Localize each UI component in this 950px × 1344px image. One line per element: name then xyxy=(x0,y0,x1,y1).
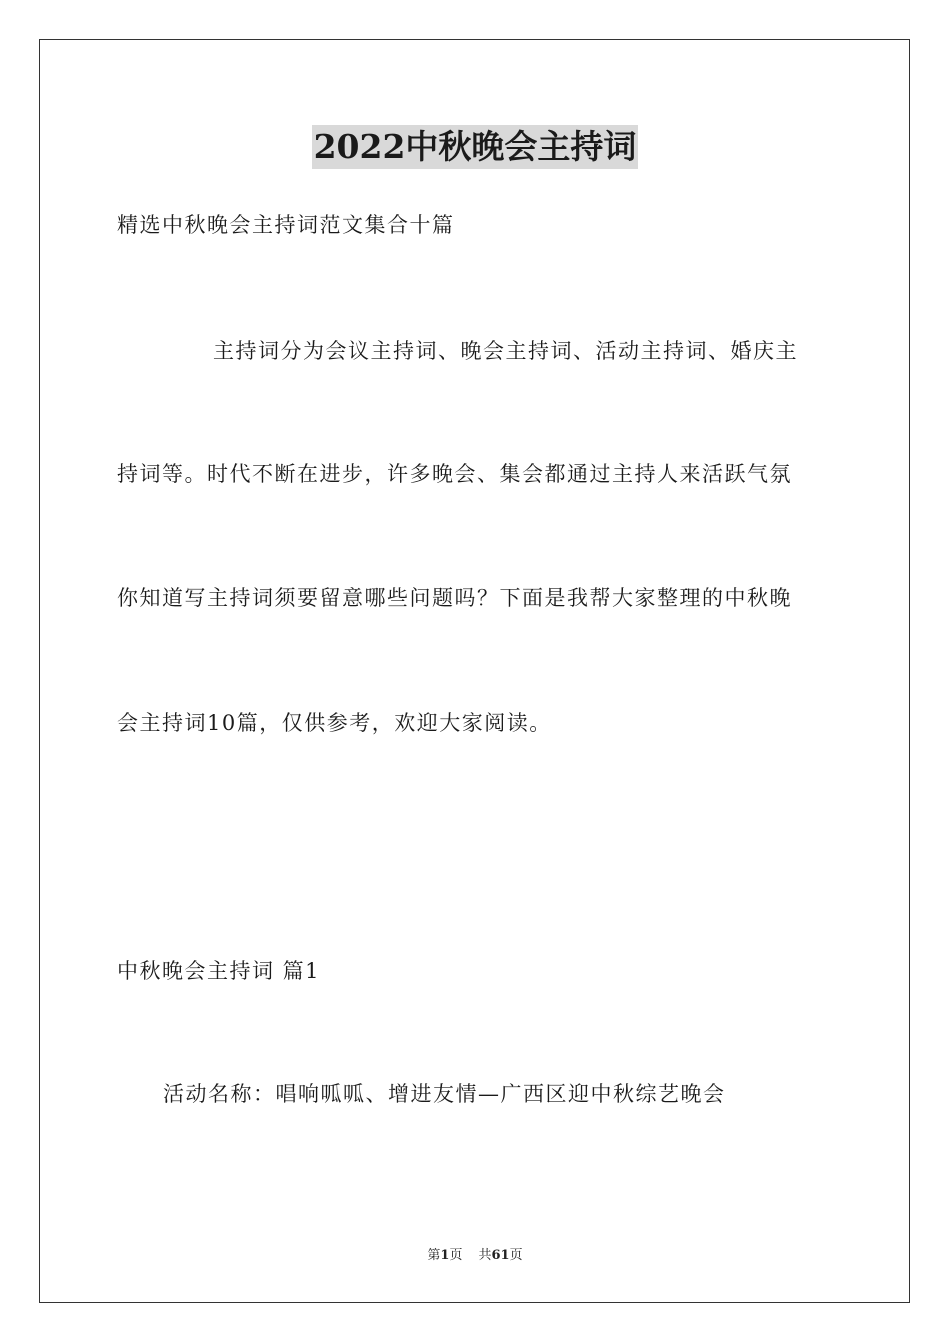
document-subtitle: 精选中秋晚会主持词范文集合十篇 xyxy=(117,213,455,237)
footer-total-prefix: 共 xyxy=(478,1248,492,1263)
footer-total-pages: 61 xyxy=(491,1248,510,1263)
intro-line-3: 你知道写主持词须要留意哪些问题吗？下面是我帮大家整理的中秋晚 xyxy=(117,586,792,610)
page-footer xyxy=(0,1247,950,1265)
activity-name-line: 活动名称：唱响呱呱、增进友情—广西区迎中秋综艺晚会 xyxy=(163,1082,726,1106)
footer-page-number: 1 xyxy=(440,1248,450,1263)
footer-page-suffix: 页 xyxy=(449,1248,463,1263)
section-heading: 中秋晚会主持词 篇1 xyxy=(117,959,321,983)
footer-total-suffix: 页 xyxy=(509,1248,523,1263)
intro-line-4: 会主持词10篇，仅供参考，欢迎大家阅读。 xyxy=(117,711,552,735)
footer-page-prefix: 第 xyxy=(427,1248,441,1263)
document-title: 2022中秋晚会主持词 xyxy=(312,125,639,169)
intro-line-1: 主持词分为会议主持词、晚会主持词、活动主持词、婚庆主 xyxy=(213,339,798,363)
title-container xyxy=(0,125,950,169)
intro-line-2: 持词等。时代不断在进步，许多晚会、集会都通过主持人来活跃气氛 xyxy=(117,462,792,486)
